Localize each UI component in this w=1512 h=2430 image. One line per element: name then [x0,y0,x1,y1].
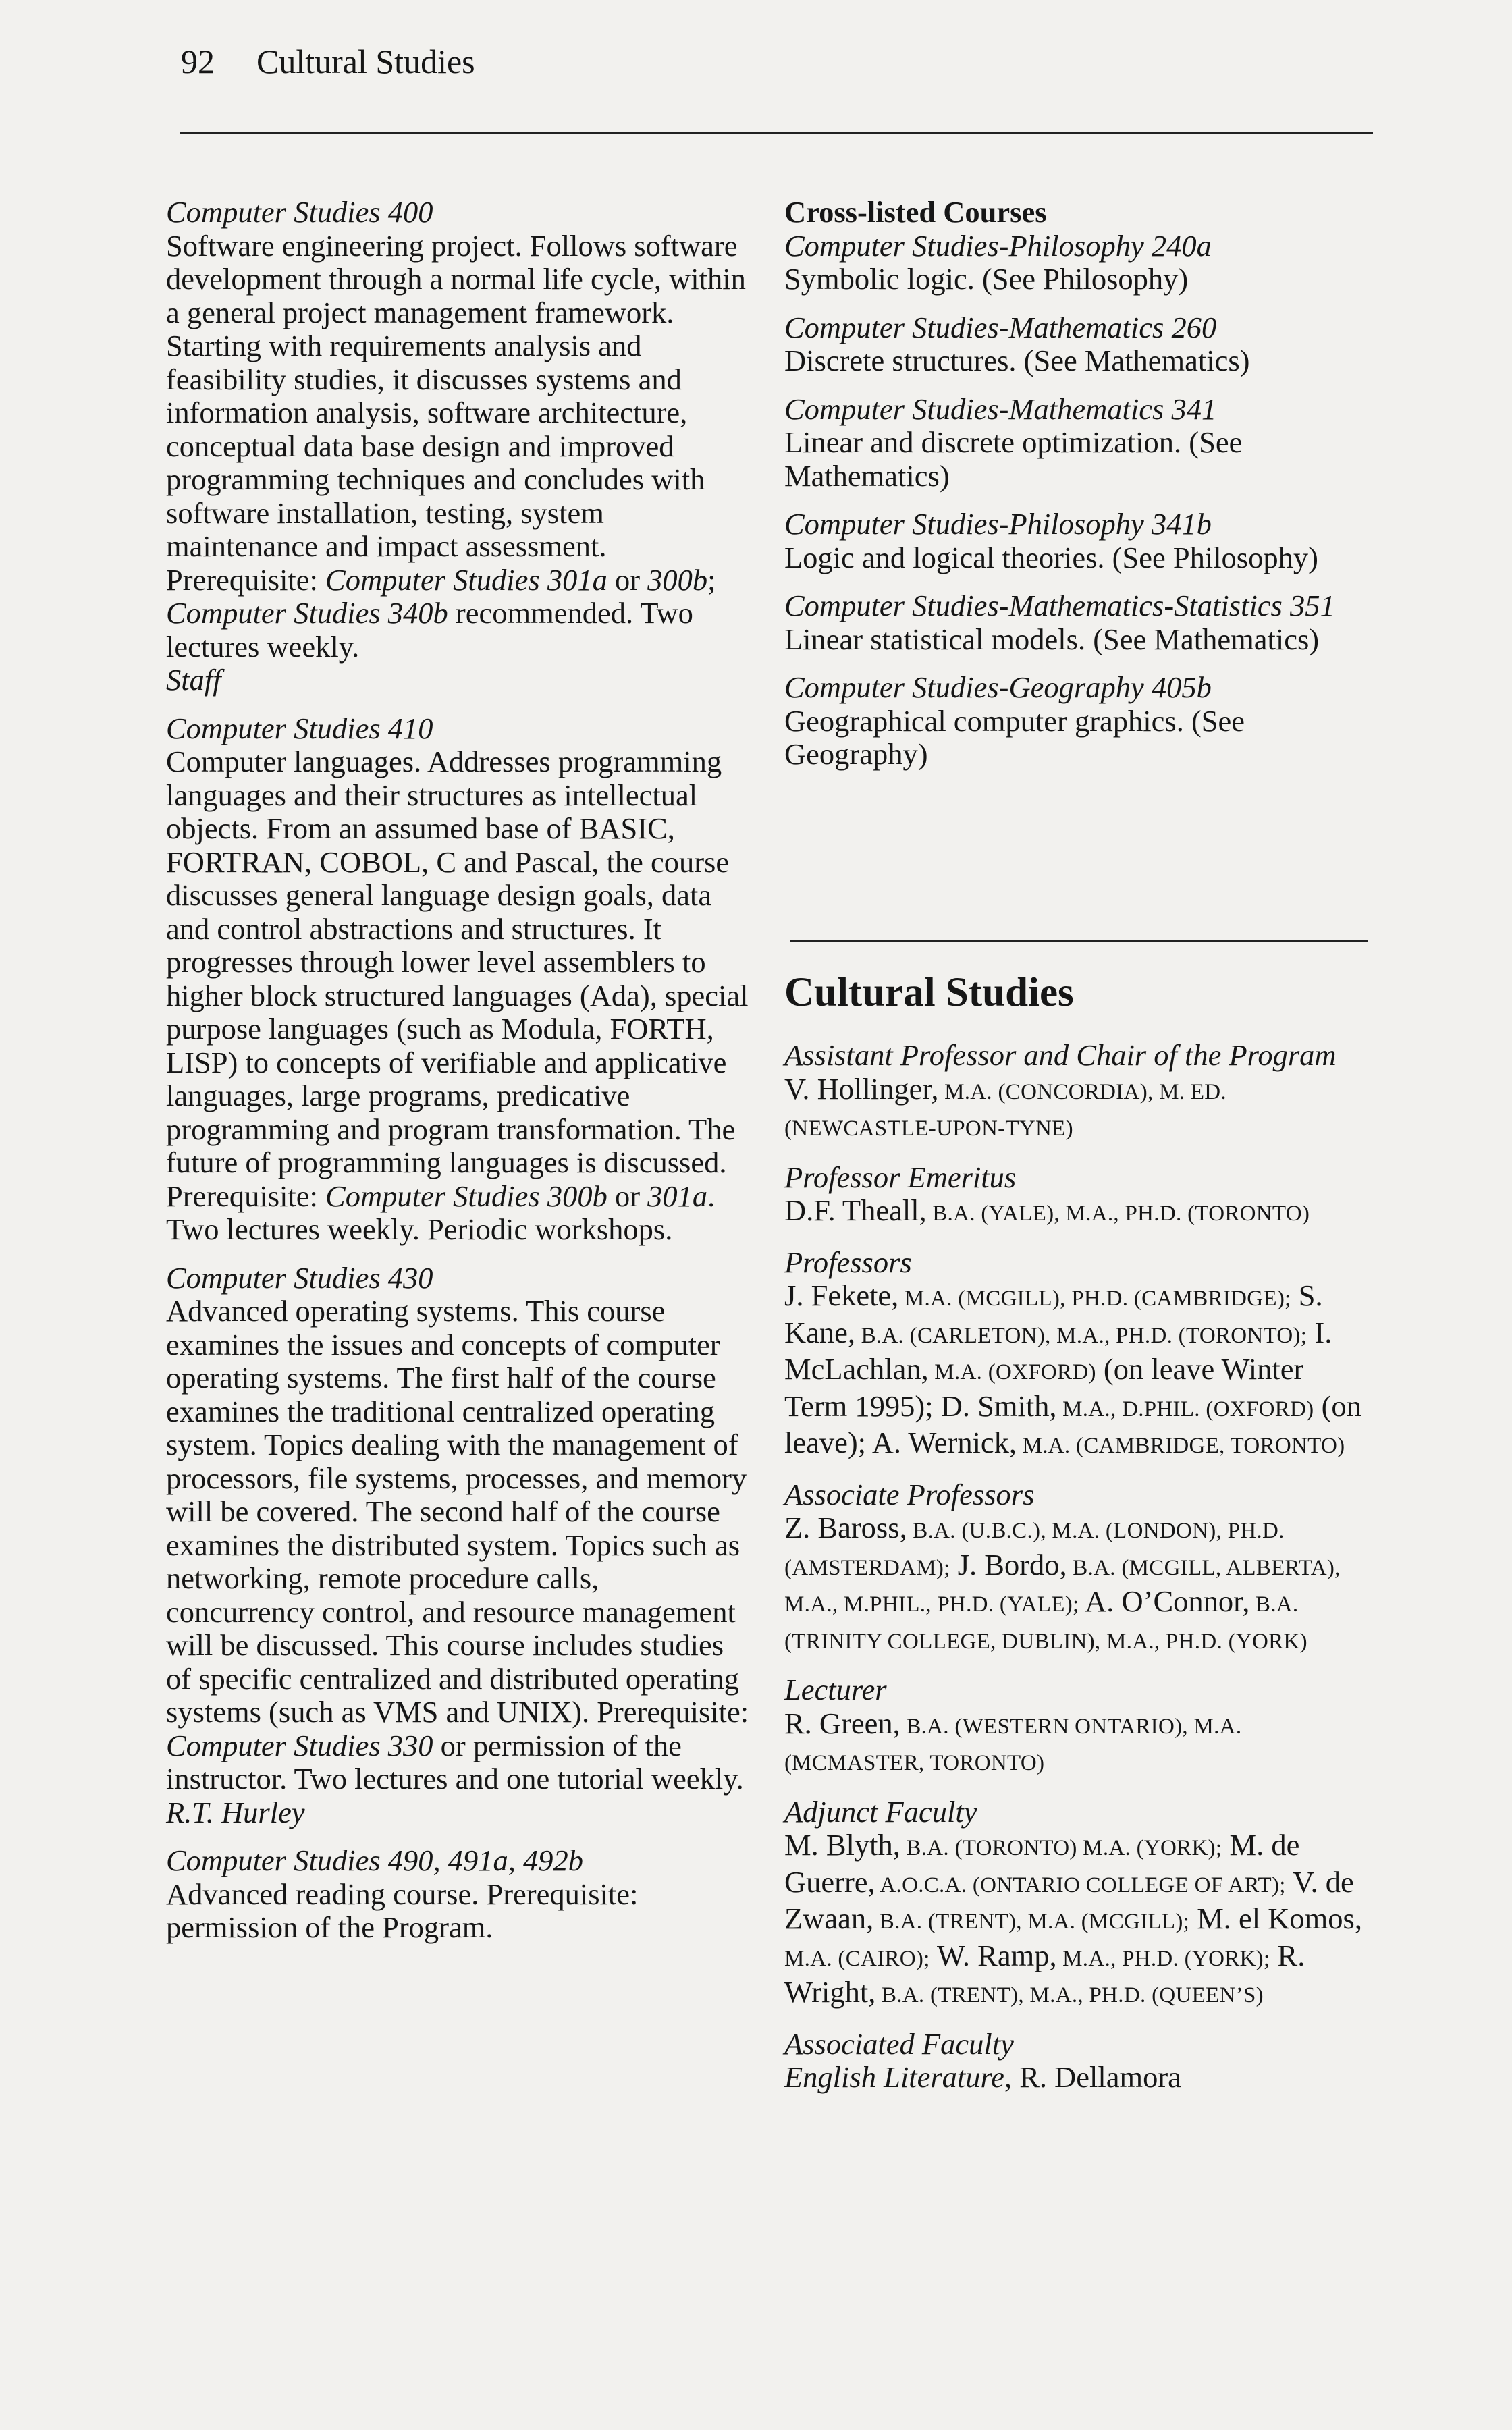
header-rule [180,132,1373,134]
course-title: Computer Studies 410 [166,711,433,745]
crosslisted-entry [784,393,1369,493]
course-title: Computer Studies 430 [166,1260,433,1295]
left-column [166,196,753,1960]
right-column [784,196,1369,786]
crosslisted-desc: Symbolic logic. (See Philosophy) [784,262,1189,296]
faculty-associated [784,2028,1369,2095]
faculty-associate-professors [784,1478,1369,1659]
crosslisted-title: Computer Studies-Mathematics-Statistics 351 [784,589,1335,622]
faculty-role: Associate Professors [784,1477,1035,1511]
course-description: Software engineering project. Follows software development through a normal life cycle, within a general project management framework. Starting with requirements analysis and feasibility studies, it discusses systems and information analysis, software architecture, conceptual data base design and improved programming techniques and concludes with software installation, testing, system maintenance and impact assessment. Prerequisite: Computer Studies 301a or 300b; Computer Studies 340b recommended. Two lectures weekly. [166,228,746,664]
faculty-members: D.F. Theall, B.A. (YALE), M.A., PH.D. (TORONTO) [784,1193,1310,1227]
course-instructor: R.T. Hurley [166,1795,305,1829]
faculty-role: Associated Faculty [784,2026,1014,2061]
faculty-members: R. Green, B.A. (WESTERN ONTARIO), M.A. (MCMASTER, TORONTO) [784,1706,1242,1775]
course-instructor: Staff [166,663,221,697]
course-entry-cs410 [166,712,753,1247]
crosslisted-desc: Discrete structures. (See Mathematics) [784,344,1250,377]
course-title: Computer Studies 400 [166,195,433,229]
course-description: Advanced reading course. Prerequisite: permission of the Program. [166,1877,639,1944]
course-entry-cs430 [166,1262,753,1830]
running-header [181,45,475,78]
section-title: Cultural Studies [784,970,1074,1015]
crosslisted-desc: Geographical computer graphics. (See Geography) [784,703,1245,771]
crosslisted-title: Computer Studies-Geography 405b [784,670,1212,704]
faculty-role: Lecturer [784,1673,887,1706]
crosslisted-title: Computer Studies-Philosophy 341b [784,507,1212,541]
faculty-members: V. Hollinger, M.A. (CONCORDIA), M. ED. (NEWCASTLE-UPON-TYNE) [784,1071,1226,1141]
faculty-members: Z. Baross, B.A. (U.B.C.), M.A. (LONDON), PH.D. (AMSTERDAM); J. Bordo, B.A. (MCGILL, ALBERTA), M.A., M.PHIL., PH.D. (YALE); A. O’Connor, B.A. (TRINITY COLLEGE, DUBLIN), M.A., PH.D. (YORK) [784,1511,1341,1654]
faculty-section [784,972,1369,2109]
crosslisted-entry [784,589,1369,656]
running-title: Cultural Studies [256,43,475,80]
section-divider [790,940,1368,942]
course-entry-cs490 [166,1844,753,1945]
faculty-professors [784,1246,1369,1463]
faculty-emeritus [784,1161,1369,1231]
crosslisted-entry [784,508,1369,574]
crosslisted-desc: Linear statistical models. (See Mathematics) [784,622,1320,656]
crosslisted-entry [784,230,1369,296]
faculty-role: Professor Emeritus [784,1160,1017,1194]
faculty-members: J. Fekete, M.A. (MCGILL), PH.D. (CAMBRIDGE); S. Kane, B.A. (CARLETON), M.A., PH.D. (TORONTO); I. McLachlan, M.A. (OXFORD) (on leave Winter Term 1995); D. Smith, M.A., D.PHIL. (OXFORD) (on leave); A. Wernick, M.A. (CAMBRIDGE, TORONTO) [784,1278,1361,1459]
course-description: Advanced operating systems. This course examines the issues and concepts of computer operating systems. The first half of the course examines the traditional centralized operating system. Topics dealing with the management of processors, file systems, processes, and memory will be covered. The second half of the course examines the distributed system. Topics such as networking, remote procedure calls, concurrency control, and resource management will be discussed. This course includes studies of specific centralized and distributed operating systems (such as VMS and UNIX). Prerequisite: Computer Studies 330 or permission of the instructor. Two lectures and one tutorial weekly. [166,1294,749,1796]
faculty-role: Assistant Professor and Chair of the Program [784,1038,1336,1072]
faculty-members: M. Blyth, B.A. (TORONTO) M.A. (YORK); M. de Guerre, A.O.C.A. (ONTARIO COLLEGE OF ART); V. de Zwaan, B.A. (TRENT), M.A. (MCGILL); M. el Komos, M.A. (CAIRO); W. Ramp, M.A., PH.D. (YORK); R. Wright, B.A. (TRENT), M.A., PH.D. (QUEEN’S) [784,1828,1362,2009]
crosslisted-entry [784,311,1369,378]
crosslisted-title: Computer Studies-Philosophy 240a [784,228,1212,263]
crosslisted-desc: Logic and logical theories. (See Philosophy) [784,540,1318,574]
faculty-adjunct [784,1796,1369,2013]
crosslisted-desc: Linear and discrete optimization. (See Mathematics) [784,425,1243,493]
course-entry-cs400 [166,196,753,697]
faculty-role: Professors [784,1245,912,1279]
course-title: Computer Studies 490, 491a, 492b [166,1843,584,1877]
crosslisted-entry [784,671,1369,772]
faculty-role: Adjunct Faculty [784,1794,977,1829]
page-number: 92 [181,43,215,80]
crosslisted-heading: Cross-listed Courses [784,195,1047,229]
course-description: Computer languages. Addresses programming languages and their structures as intellectual objects. From an assumed base of BASIC, FORTRAN, COBOL, C and Pascal, the course discusses general language design goals, data and control abstractions and structures. It progresses through lower level assemblers to higher block structured languages (Ada), special purpose languages (such as Modula, FORTH, LISP) to concepts of verifiable and applicative languages, large programs, predicative programming and program transformation. The future of programming languages is discussed. Prerequisite: Computer Studies 300b or 301a. Two lectures weekly. Periodic workshops. [166,745,749,1246]
faculty-members: English Literature, R. Dellamora [784,2060,1181,2094]
faculty-chair [784,1039,1369,1146]
faculty-lecturer [784,1673,1369,1781]
crosslisted-title: Computer Studies-Mathematics 341 [784,392,1217,426]
crosslisted-title: Computer Studies-Mathematics 260 [784,310,1217,344]
